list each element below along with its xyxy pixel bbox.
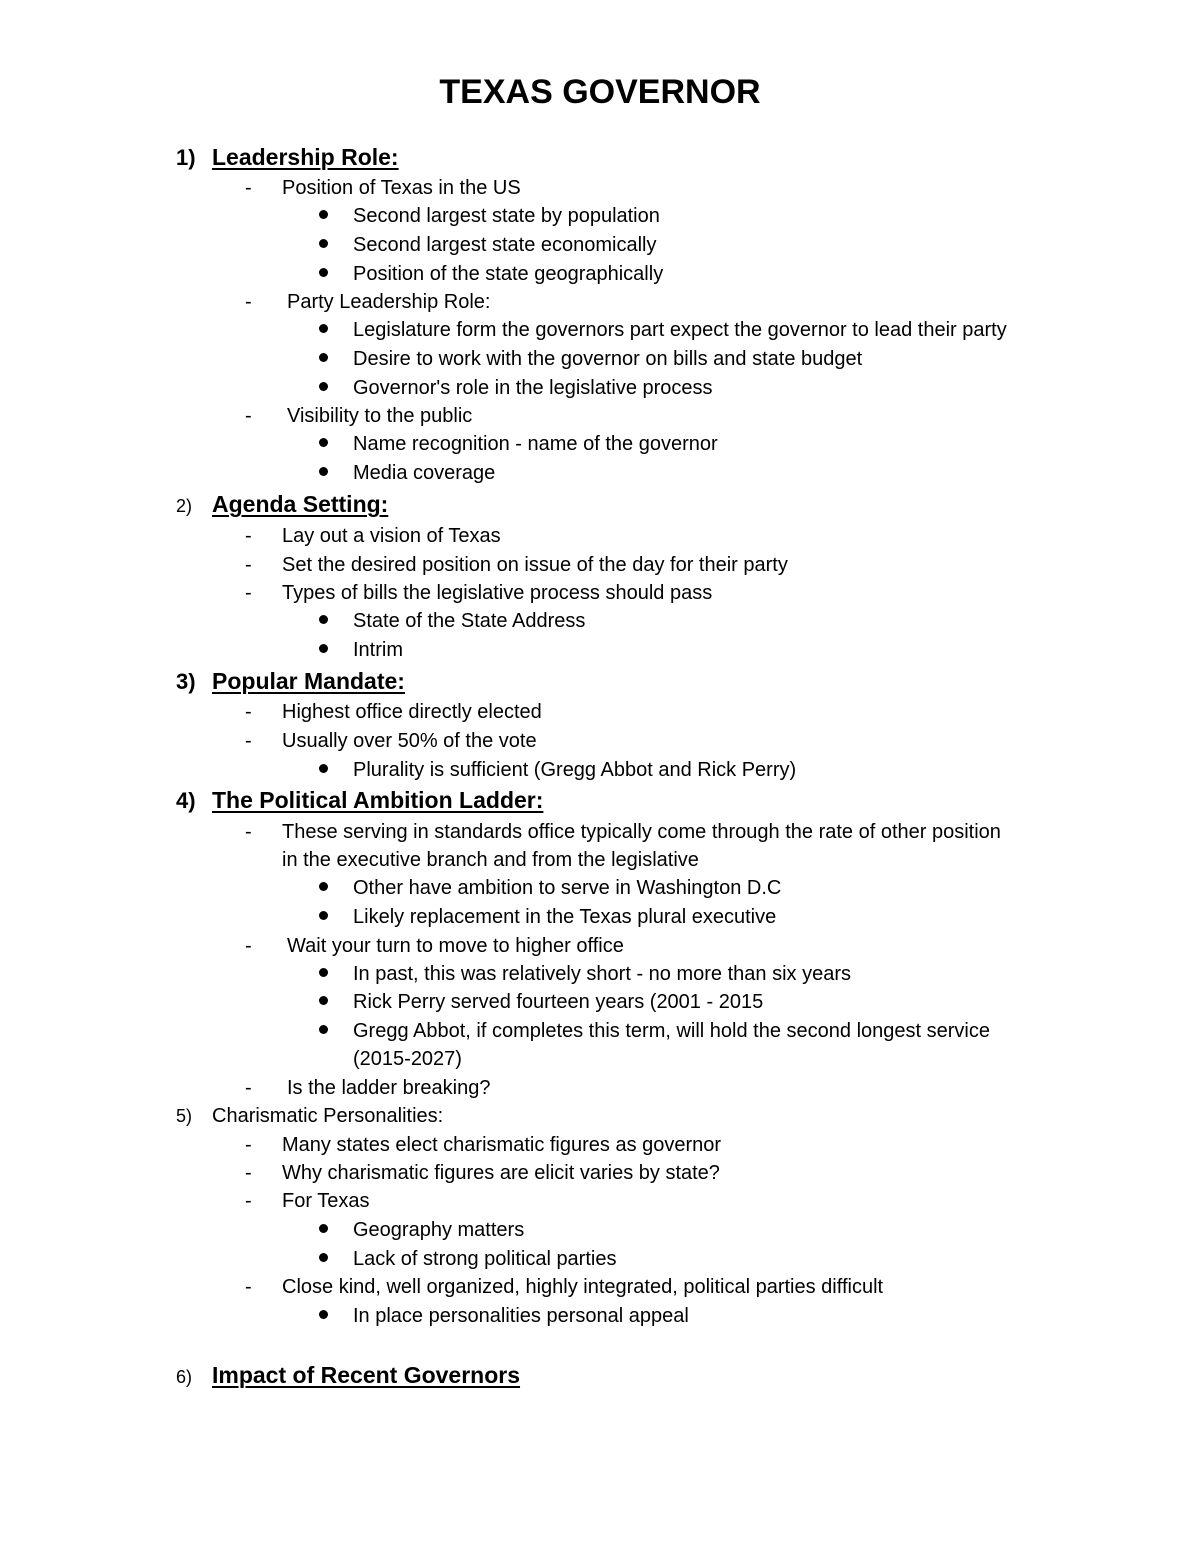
bullet-text: Media coverage (353, 462, 496, 484)
bullet-text: Other have ambition to serve in Washington D.C (353, 877, 782, 899)
list-item-text: Why charismatic figures are elicit varies by state? (282, 1162, 720, 1184)
section-title: Popular Mandate: (212, 668, 405, 694)
bullet-text: Second largest state by population (353, 205, 660, 227)
dash-marker: - (245, 1276, 252, 1298)
dash-marker: - (245, 177, 252, 199)
bullet-text: Gregg Abbot, if completes this term, will hold the second longest service (353, 1020, 990, 1042)
bullet-item (319, 609, 585, 633)
bullet-item (319, 962, 851, 986)
section-heading-1 (176, 145, 399, 171)
list-item-continuation: in the executive branch and from the legislative (282, 849, 699, 871)
dash-marker: - (245, 554, 252, 576)
bullet-dot-icon (319, 644, 328, 653)
bullet-item (319, 905, 776, 929)
list-item-text: Is the ladder breaking? (287, 1077, 491, 1099)
list-item (245, 934, 624, 958)
bullet-dot-icon (319, 996, 328, 1005)
list-item (245, 553, 788, 577)
list-item (245, 1161, 720, 1185)
bullet-text: In place personalities personal appeal (353, 1305, 689, 1327)
list-item-text: Lay out a vision of Texas (282, 525, 501, 547)
section-number: 4) (176, 788, 196, 813)
bullet-text: Geography matters (353, 1219, 525, 1241)
dash-marker: - (245, 405, 252, 427)
list-item-text: Close kind, well organized, highly integrated, political parties difficult (282, 1276, 884, 1298)
section-title: The Political Ambition Ladder: (212, 787, 544, 813)
bullet-dot-icon (319, 268, 328, 277)
list-item (245, 1076, 490, 1100)
bullet-item (319, 758, 796, 782)
bullet-text: Plurality is sufficient (Gregg Abbot and Rick Perry) (353, 759, 797, 781)
bullet-dot-icon (319, 1253, 328, 1262)
list-item (245, 290, 490, 314)
bullet-item (319, 318, 1007, 342)
bullet-dot-icon (319, 968, 328, 977)
list-item (245, 524, 501, 548)
dash-marker: - (245, 1134, 252, 1156)
list-item-text: Position of Texas in the US (282, 177, 521, 199)
list-item (245, 581, 712, 605)
section-number: 1) (176, 145, 196, 170)
bullet-dot-icon (319, 210, 328, 219)
bullet-dot-icon (319, 615, 328, 624)
list-item-text: These serving in standards office typically come through the rate of other position (282, 821, 1001, 843)
dash-marker: - (245, 821, 252, 843)
bullet-item (319, 262, 663, 286)
section-heading-2 (176, 492, 388, 518)
dash-marker: - (245, 525, 252, 547)
bullet-dot-icon (319, 324, 328, 333)
section-heading-6 (176, 1363, 520, 1389)
bullet-item (319, 376, 713, 400)
bullet-text: Name recognition - name of the governor (353, 433, 718, 455)
bullet-item (319, 990, 763, 1014)
bullet-item (319, 432, 718, 456)
bullet-item (319, 347, 862, 371)
section-number: 6) (176, 1367, 193, 1387)
bullet-item (319, 638, 403, 662)
bullet-item (319, 1218, 524, 1242)
dash-marker: - (245, 291, 252, 313)
bullet-dot-icon (319, 764, 328, 773)
section-title: Agenda Setting: (212, 491, 389, 517)
bullet-dot-icon (319, 239, 328, 248)
bullet-item (319, 204, 660, 228)
dash-marker: - (245, 582, 252, 604)
bullet-item (319, 233, 657, 257)
bullet-item (319, 1019, 990, 1043)
section-number: 3) (176, 669, 196, 694)
bullet-dot-icon (319, 911, 328, 920)
bullet-text: State of the State Address (353, 610, 586, 632)
bullet-text: Second largest state economically (353, 234, 657, 256)
dash-marker: - (245, 1162, 252, 1184)
list-item-text: Wait your turn to move to higher office (287, 935, 624, 957)
bullet-text: Likely replacement in the Texas plural executive (353, 906, 777, 928)
bullet-item (319, 461, 495, 485)
bullet-dot-icon (319, 467, 328, 476)
list-item (245, 404, 472, 428)
bullet-text: Desire to work with the governor on bills and state budget (353, 348, 863, 370)
bullet-dot-icon (319, 382, 328, 391)
list-item-text: Many states elect charismatic figures as governor (282, 1134, 722, 1156)
bullet-text: Governor's role in the legislative process (353, 377, 713, 399)
bullet-item (319, 876, 781, 900)
bullet-dot-icon (319, 1224, 328, 1233)
dash-marker: - (245, 1077, 252, 1099)
list-item-text: Visibility to the public (287, 405, 473, 427)
list-item-text: For Texas (282, 1190, 370, 1212)
section-title: Impact of Recent Governors (212, 1362, 521, 1388)
dash-marker: - (245, 1190, 252, 1212)
page-title: TEXAS GOVERNOR (439, 73, 761, 111)
list-item (245, 1133, 721, 1157)
section-title: Leadership Role: (212, 144, 399, 170)
bullet-continuation: (2015-2027) (353, 1048, 462, 1070)
list-item-text: Set the desired position on issue of the day for their party (282, 554, 788, 576)
list-item-text: Usually over 50% of the vote (282, 730, 537, 752)
list-item (245, 700, 542, 724)
dash-marker: - (245, 730, 252, 752)
bullet-text: Position of the state geographically (353, 263, 664, 285)
list-item-text: Types of bills the legislative process should pass (282, 582, 713, 604)
section-heading-3 (176, 669, 405, 695)
dash-marker: - (245, 935, 252, 957)
bullet-dot-icon (319, 438, 328, 447)
list-item (245, 176, 521, 200)
bullet-item (319, 1304, 689, 1328)
section-title: Charismatic Personalities: (212, 1105, 444, 1127)
list-item (245, 729, 537, 753)
bullet-text: Legislature form the governors part expect the governor to lead their party (353, 319, 1007, 341)
bullet-text: Lack of strong political parties (353, 1248, 617, 1270)
bullet-dot-icon (319, 882, 328, 891)
list-item (245, 1275, 883, 1299)
bullet-text: Intrim (353, 639, 403, 661)
section-heading-4 (176, 788, 543, 814)
list-item (245, 1189, 369, 1213)
bullet-dot-icon (319, 353, 328, 362)
list-item-text: Highest office directly elected (282, 701, 542, 723)
bullet-dot-icon (319, 1310, 328, 1319)
list-item-text: Party Leadership Role: (287, 291, 491, 313)
bullet-dot-icon (319, 1025, 328, 1034)
bullet-text: Rick Perry served fourteen years (2001 - 2015 (353, 991, 764, 1013)
bullet-item (319, 1247, 616, 1271)
section-number: 5) (176, 1106, 193, 1126)
bullet-text: In past, this was relatively short - no more than six years (353, 963, 851, 985)
list-item (245, 820, 1001, 844)
section-heading-5 (176, 1104, 443, 1128)
dash-marker: - (245, 701, 252, 723)
section-number: 2) (176, 496, 193, 516)
